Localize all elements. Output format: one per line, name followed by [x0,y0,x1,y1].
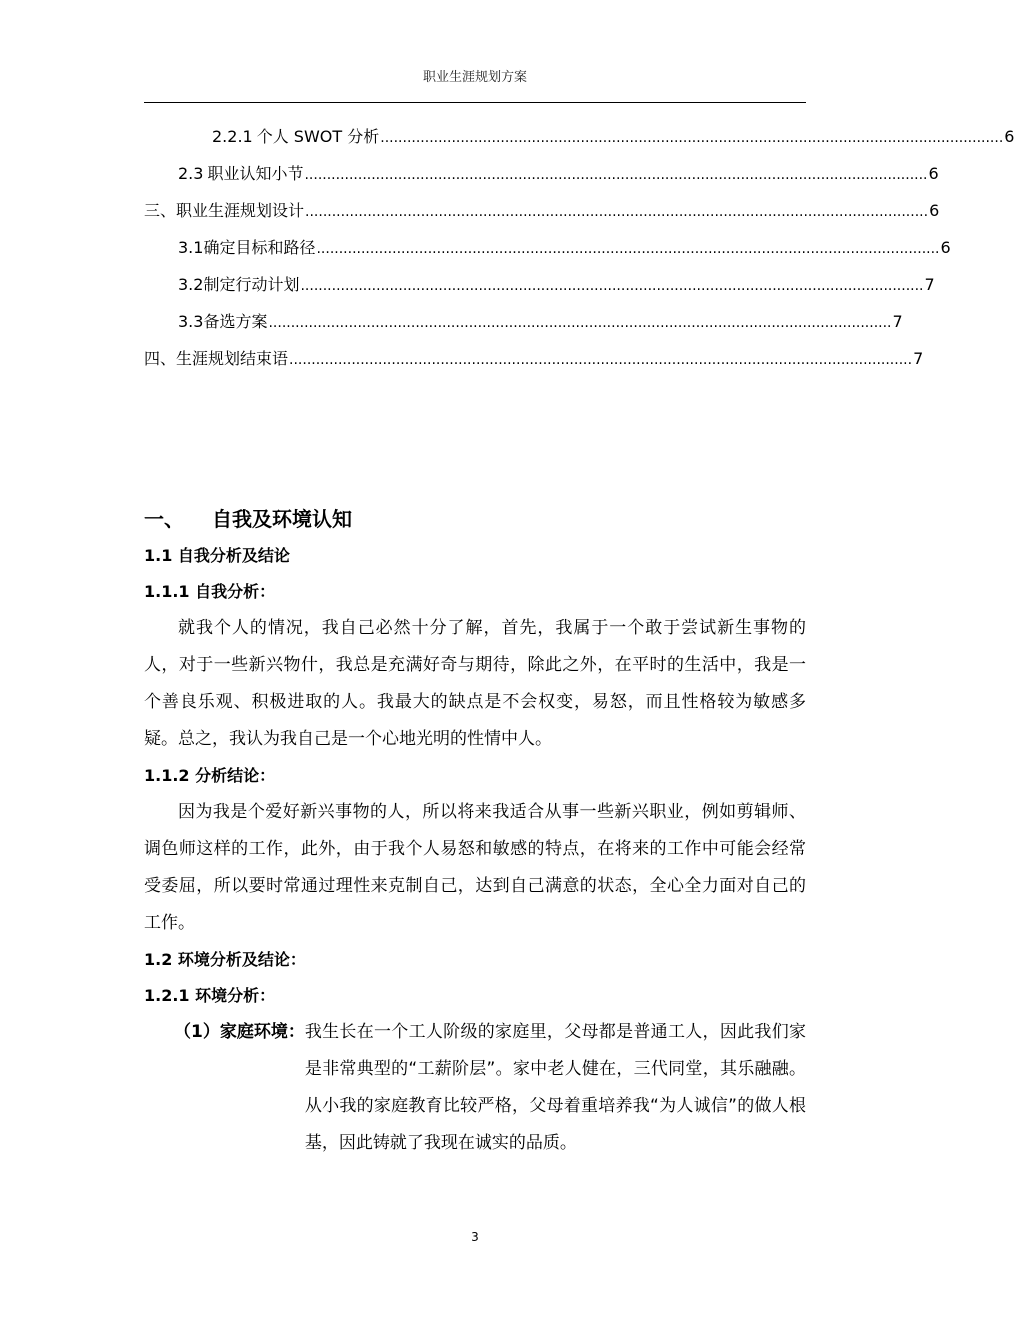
toc-title: 确定目标和路径 [203,238,316,257]
page-number: 3 [471,1230,479,1244]
toc-title: 生涯规划结束语 [176,349,289,368]
toc-leader: ............................................................................................................................................ [305,204,929,220]
toc-page: 6 [929,201,940,220]
toc-leader: ............................................................................................................................................ [300,278,924,294]
toc-entry[interactable] [144,235,951,272]
paragraph: 因为我是个爱好新兴事物的人，所以将来我适合从事一些新兴职业，例如剪辑师、调色师这样的工作，此外，由于我个人易怒和敏感的特点，在将来的工作中可能会经常受委屈，所以要时常通过理性来克制自己，达到自己满意的状态，全心全力面对自己的工作。 [144,802,806,933]
toc-title: 制定行动计划 [203,275,300,294]
toc-page: 6 [928,164,939,183]
section-title: 自我及环境认知 [212,507,352,531]
paragraph: 就我个人的情况，我自己必然十分了解，首先，我属于一个敢于尝试新生事物的人，对于一些新兴物什，我总是充满好奇与期待，除此之外，在平时的生活中，我是一个善良乐观、积极进取的人。我最大的缺点是不会权变，易怒，而且性格较为敏感多疑。总之，我认为我自己是一个心地光明的性情中人。 [144,618,806,749]
toc-number: 三、 [144,201,177,220]
toc-page: 7 [913,349,924,368]
toc-number: 3.1 [178,238,204,257]
toc-page: 7 [924,275,935,294]
toc-page: 7 [892,312,903,331]
toc-number: 3.2 [178,275,204,294]
toc-title: 职业认知小节 [207,164,304,183]
toc-page: 6 [1004,127,1014,146]
subsubsection-heading: 1.1.2 分析结论： [144,766,276,785]
toc-number: 四、 [144,349,177,368]
toc-title: 备选方案 [203,312,268,331]
toc-leader: ............................................................................................................................................ [304,167,928,183]
toc-entry[interactable] [144,124,1014,161]
section-heading [144,500,806,538]
document-body [144,500,806,1162]
toc-entry[interactable] [144,198,940,235]
toc-entry[interactable] [144,161,939,198]
header-divider [144,102,806,103]
toc-leader: ............................................................................................................................................ [289,352,913,368]
toc-title: 个人 SWOT 分析 [256,127,380,146]
toc-entry[interactable] [144,309,903,346]
toc-number: 2.2.1 [212,127,253,146]
toc-leader: ............................................................................................................................................ [380,130,1004,146]
toc-number: 2.3 [178,164,204,183]
toc-title: 职业生涯规划设计 [176,201,305,220]
toc-page: 6 [940,238,951,257]
toc-entry[interactable] [144,346,924,383]
subsubsection-heading: 1.2.1 环境分析： [144,986,276,1005]
subsubsection-heading: 1.1.1 自我分析： [144,582,276,601]
toc-entry[interactable] [144,272,935,309]
list-item-label: （1）家庭环境： [174,1022,305,1042]
list-item-text: 我生长在一个工人阶级的家庭里，父母都是普通工人，因此我们家是非常典型的“工薪阶层”。家中老人健在，三代同堂，其乐融融。从小我的家庭教育比较严格，父母着重培养我“为人诚信”的做人根基，因此铸就了我现在诚实的品质。 [304,1022,806,1153]
section-number: 一、 [144,507,184,531]
toc-number: 3.3 [178,312,204,331]
subsection-heading: 1.1 自我分析及结论 [144,546,290,565]
page-header: 职业生涯规划方案 [422,70,527,85]
table-of-contents [144,124,1014,383]
list-item [174,1014,806,1162]
toc-leader: ............................................................................................................................................ [316,241,940,257]
subsection-heading: 1.2 环境分析及结论： [144,950,306,969]
toc-leader: ............................................................................................................................................ [268,315,892,331]
